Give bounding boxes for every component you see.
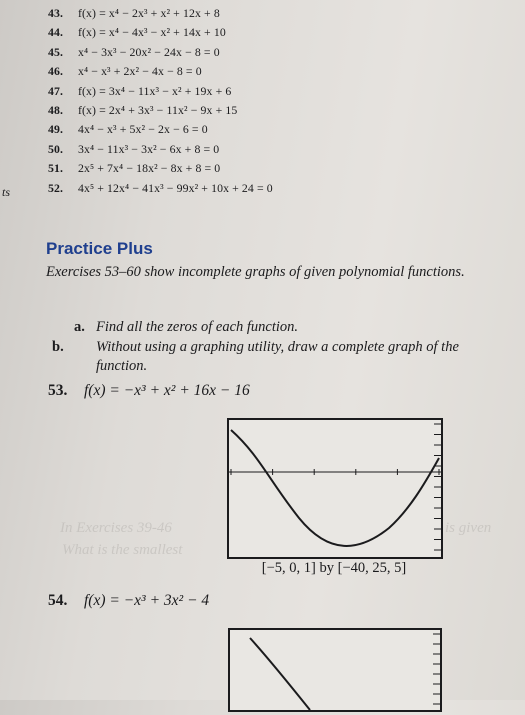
exercise-equation: x⁴ − x³ + 2x² − 4x − 8 = 0 [78,64,202,79]
instruction-a [74,318,494,337]
graph-54-window [228,628,442,712]
instruction-text: Find all the zeros of each function. [96,319,299,335]
exercise-equation: 4x⁴ − x³ + 5x² − 2x − 6 = 0 [78,122,208,137]
instruction-label: a. [74,319,85,335]
exercise-item [48,45,220,60]
exercise-item [48,103,237,118]
problem-equation: f(x) = −x³ + x² + 16x − 16 [84,382,250,399]
curve [250,638,310,710]
bleed-through-text: is given [445,520,492,536]
section-intro: Exercises 53–60 show incomplete graphs of given polynomial functions. [46,264,465,280]
exercise-number: 43. [48,6,64,20]
problem-equation: f(x) = −x³ + 3x² − 4 [84,592,210,609]
right-tick-marks [433,634,440,704]
problem-54 [48,592,209,610]
exercise-item [48,64,202,79]
exercise-item [48,122,208,137]
viewing-window-label: [−5, 0, 1] by [−40, 25, 5] [261,560,407,576]
exercise-equation: 2x⁵ + 7x⁴ − 18x² − 8x + 8 = 0 [78,161,221,176]
problem-53 [48,382,250,400]
exercise-equation: f(x) = x⁴ − 2x³ + x² + 12x + 8 [78,6,220,20]
instruction-label: b. [52,339,64,355]
graph-53-window [227,418,443,559]
exercise-item [48,142,219,157]
exercise-number: 46. [48,64,64,79]
tick-marks [229,424,441,550]
exercise-number: 50. [48,141,64,156]
exercise-equation: 4x⁵ + 12x⁴ − 41x³ − 99x² + 10x + 24 = 0 [78,180,273,195]
exercise-item [48,181,273,196]
exercise-item [48,161,220,176]
exercise-equation: f(x) = 3x⁴ − 11x³ − x² + 19x + 6 [78,83,232,98]
exercise-item [48,84,231,99]
graph-53 [229,420,441,557]
exercise-equation: f(x) = x⁴ − 4x³ − x² + 14x + 10 [78,25,226,40]
exercise-number: 44. [48,25,64,40]
exercise-number: 48. [48,103,64,117]
exercise-number: 52. [48,180,64,195]
exercise-number: 51. [48,161,64,176]
problem-number: 54. [48,592,68,609]
bleed-through-text: In Exercises 39-46 [60,520,172,536]
instruction-b [52,338,506,376]
exercise-number: 45. [48,44,64,59]
exercise-number: 47. [48,83,64,98]
exercise-equation: x⁴ − 3x³ − 20x² − 24x − 8 = 0 [78,44,220,59]
exercise-number: 49. [48,122,64,137]
margin-fragment: ts [2,185,11,199]
bleed-through-text: What is the smallest [62,542,183,558]
graph-54 [230,630,440,710]
section-heading: Practice Plus [46,239,153,258]
exercise-equation: 3x⁴ − 11x³ − 3x² − 6x + 8 = 0 [78,141,220,156]
curve [231,430,439,546]
exercise-item [48,25,226,40]
exercise-equation: f(x) = 2x⁴ + 3x³ − 11x² − 9x + 15 [78,103,238,117]
exercise-item [48,6,220,21]
instruction-text: Without using a graphing utility, draw a complete graph of the function. [96,339,459,374]
problem-number: 53. [48,382,68,399]
